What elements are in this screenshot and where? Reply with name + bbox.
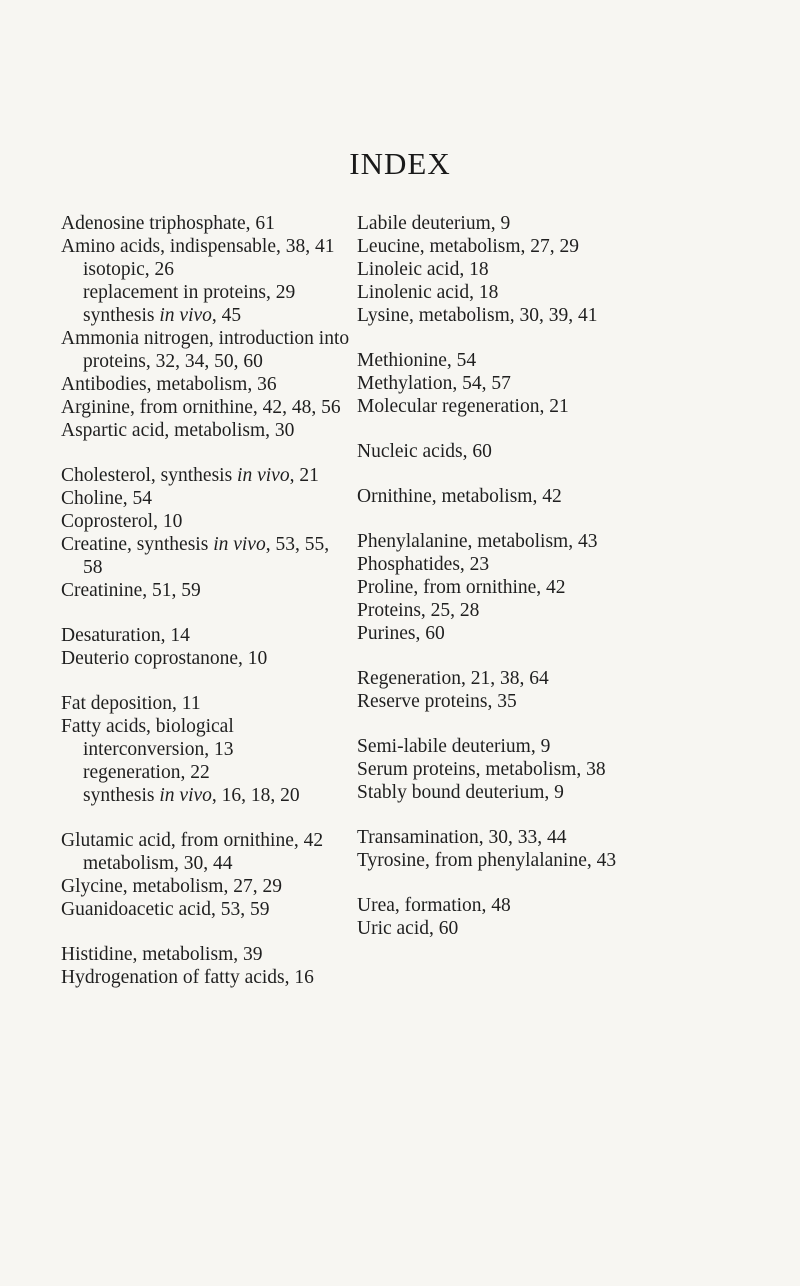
index-entry	[357, 485, 757, 508]
entry-gap	[357, 418, 757, 440]
index-column-right	[357, 212, 757, 940]
index-entry	[357, 235, 757, 258]
entry-text: Arginine, from ornithine, 42, 48, 56	[61, 397, 341, 418]
index-entry	[357, 622, 757, 645]
index-entry	[61, 419, 351, 442]
index-entry	[61, 235, 351, 258]
entry-text: Labile deuterium, 9	[357, 213, 511, 234]
entry-text: Amino acids, indispensable, 38, 41	[61, 236, 335, 257]
index-entry	[357, 304, 757, 327]
entry-gap	[61, 442, 351, 464]
entry-text: metabolism, 30, 44	[83, 853, 233, 874]
index-entry	[357, 440, 757, 463]
entry-text: Deuterio coprostanone, 10	[61, 648, 268, 669]
index-entry	[61, 396, 351, 419]
entry-text: Reserve proteins, 35	[357, 691, 517, 712]
entry-text: Leucine, metabolism, 27, 29	[357, 236, 580, 257]
entry-gap	[61, 602, 351, 624]
index-entry	[357, 258, 757, 281]
index-entry	[61, 943, 351, 966]
entry-text: Purines, 60	[357, 623, 445, 644]
entry-text: synthesis	[83, 305, 160, 326]
entry-text: Glutamic acid, from ornithine, 42	[61, 830, 324, 851]
index-entry	[357, 212, 757, 235]
index-entry	[61, 875, 351, 898]
index-entry	[357, 758, 757, 781]
index-entry	[61, 464, 351, 487]
entry-gap	[357, 645, 757, 667]
entry-text: Serum proteins, metabolism, 38	[357, 759, 606, 780]
entry-text: Creatinine, 51, 59	[61, 580, 201, 601]
index-entry	[61, 898, 351, 921]
entry-text: Fatty acids, biological interconversion, 13	[61, 716, 234, 760]
entry-gap	[61, 807, 351, 829]
entry-text: Proteins, 25, 28	[357, 600, 480, 621]
entry-text: Tyrosine, from phenylalanine, 43	[357, 850, 617, 871]
entry-text: Creatine, synthesis	[61, 534, 214, 555]
index-entry	[357, 599, 757, 622]
index-entry	[357, 667, 757, 690]
entry-text: Semi-labile deuterium, 9	[357, 736, 551, 757]
index-entry	[61, 966, 351, 989]
entry-text: Lysine, metabolism, 30, 39, 41	[357, 305, 598, 326]
entry-text: Methionine, 54	[357, 350, 477, 371]
index-entry	[61, 829, 351, 852]
entry-text: Choline, 54	[61, 488, 152, 509]
entry-text: Methylation, 54, 57	[357, 373, 511, 394]
index-entry	[357, 849, 757, 872]
index-entry	[61, 579, 351, 602]
entry-text: synthesis	[83, 785, 160, 806]
index-entry	[357, 372, 757, 395]
index-entry	[61, 487, 351, 510]
entry-text: Aspartic acid, metabolism, 30	[61, 420, 295, 441]
entry-text: Regeneration, 21, 38, 64	[357, 668, 549, 689]
italic-text: in vivo	[159, 305, 212, 326]
index-entry	[357, 735, 757, 758]
entry-text: Ornithine, metabolism, 42	[357, 486, 562, 507]
entry-text: replacement in proteins, 29	[83, 282, 296, 303]
entry-gap	[61, 670, 351, 692]
index-entry	[357, 781, 757, 804]
index-subentry	[61, 258, 351, 281]
entry-text: Urea, formation, 48	[357, 895, 511, 916]
entry-text: Linolenic acid, 18	[357, 282, 499, 303]
entry-text: regeneration, 22	[83, 762, 210, 783]
entry-text: Ammonia nitrogen, introduction into proteins, 32, 34, 50, 60	[61, 328, 350, 372]
index-entry	[357, 690, 757, 713]
entry-gap	[357, 872, 757, 894]
index-entry	[357, 917, 757, 940]
index-entry	[357, 395, 757, 418]
index-entry	[357, 281, 757, 304]
index-entry	[357, 553, 757, 576]
index-subentry	[61, 281, 351, 304]
italic-text: in vivo	[213, 534, 266, 555]
index-column-left	[61, 212, 351, 989]
index-entry	[357, 894, 757, 917]
entry-text: Hydrogenation of fatty acids, 16	[61, 967, 314, 988]
index-subentry	[61, 852, 351, 875]
entry-text: Cholesterol, synthesis	[61, 465, 238, 486]
index-subentry	[61, 784, 351, 807]
entry-text: Histidine, metabolism, 39	[61, 944, 263, 965]
entry-text: Molecular regeneration, 21	[357, 396, 569, 417]
entry-gap	[357, 508, 757, 530]
index-entry	[61, 533, 351, 579]
index-entry	[357, 530, 757, 553]
entry-text: Linoleic acid, 18	[357, 259, 489, 280]
index-entry	[357, 826, 757, 849]
index-subentry	[61, 304, 351, 327]
entry-gap	[357, 804, 757, 826]
entry-text: Nucleic acids, 60	[357, 441, 492, 462]
index-entry	[61, 624, 351, 647]
index-entry	[357, 576, 757, 599]
entry-text: Transamination, 30, 33, 44	[357, 827, 567, 848]
entry-text: Uric acid, 60	[357, 918, 459, 939]
entry-gap	[61, 921, 351, 943]
entry-text: Desaturation, 14	[61, 625, 190, 646]
index-entry	[357, 349, 757, 372]
entry-text: Phosphatides, 23	[357, 554, 490, 575]
page-title: INDEX	[349, 146, 451, 181]
index-entry	[61, 373, 351, 396]
entry-gap	[357, 463, 757, 485]
entry-text: Antibodies, metabolism, 36	[61, 374, 277, 395]
entry-text: Proline, from ornithine, 42	[357, 577, 566, 598]
index-entry	[61, 510, 351, 533]
italic-text: in vivo	[237, 465, 290, 486]
entry-text: Adenosine triphosphate, 61	[61, 213, 275, 234]
index-entry	[61, 212, 351, 235]
entry-text: Guanidoacetic acid, 53, 59	[61, 899, 270, 920]
entry-text: Glycine, metabolism, 27, 29	[61, 876, 282, 897]
entry-text: Coprosterol, 10	[61, 511, 183, 532]
entry-text: isotopic, 26	[83, 259, 174, 280]
italic-text: in vivo	[159, 785, 212, 806]
index-entry	[61, 647, 351, 670]
entry-gap	[357, 713, 757, 735]
index-subentry	[61, 761, 351, 784]
entry-text: , 53, 55, 58	[83, 534, 330, 578]
index-entry	[61, 715, 351, 761]
entry-text: , 16, 18, 20	[211, 785, 300, 806]
index-entry	[61, 692, 351, 715]
index-entry	[61, 327, 351, 373]
entry-text: Phenylalanine, metabolism, 43	[357, 531, 598, 552]
entry-text: Fat deposition, 11	[61, 693, 201, 714]
entry-text: , 21	[289, 465, 319, 486]
entry-gap	[357, 327, 757, 349]
entry-text: , 45	[211, 305, 242, 326]
entry-text: Stably bound deuterium, 9	[357, 782, 564, 803]
